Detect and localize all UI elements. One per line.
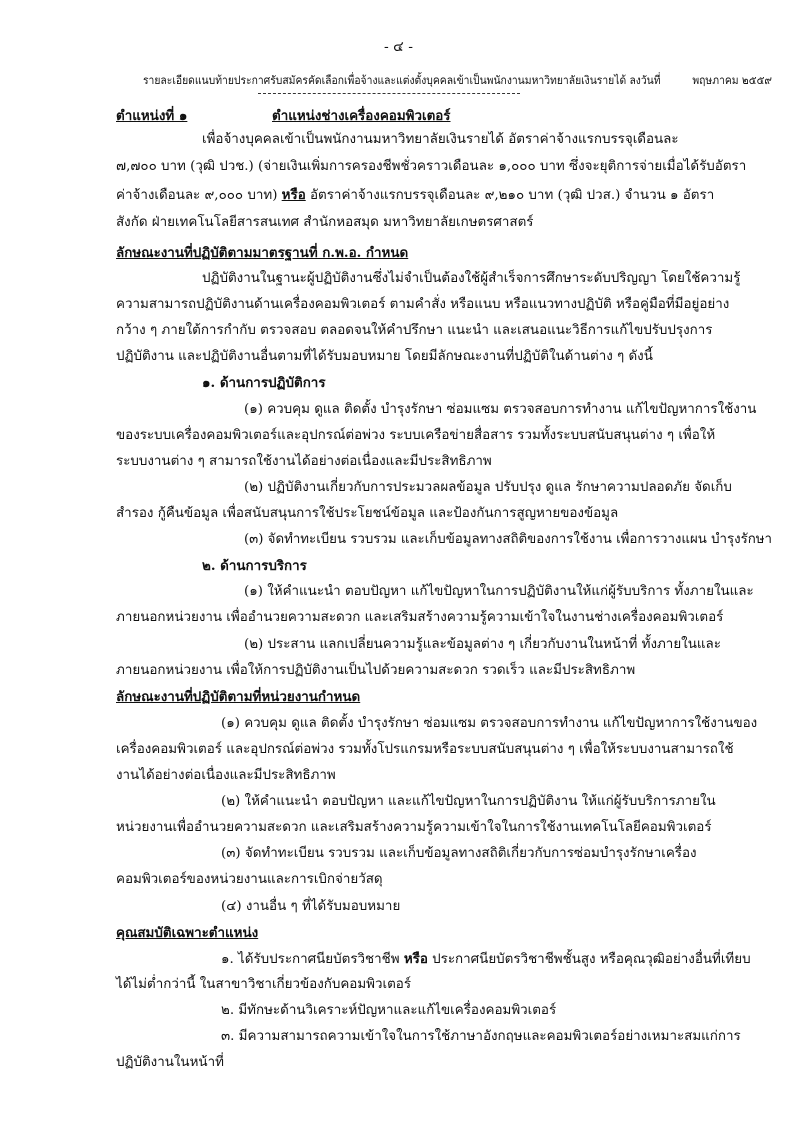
section2-line-7: คอมพิวเตอร์ของหน่วยงานและการเบิกจ่ายวัสดุ	[116, 872, 383, 887]
sub1-line-5: สำรอง กู้คืนข้อมูล เพื่อสนับสนุนการใช้ประโยชน์ข้อมูล และป้องกันการสูญหายของข้อมูล	[116, 506, 619, 521]
section2-line-2: เครื่องคอมพิวเตอร์ และอุปกรณ์ต่อพ่วง รวมทั้งโปรแกรมหรือระบบสนับสนุนต่าง ๆ เพื่อให้ระบบงานสามารถใช้	[116, 742, 734, 757]
section3-q1-or: หรือ	[403, 951, 428, 967]
section1-intro-4: ปฏิบัติงาน และปฏิบัติงานอื่นตามที่ได้รับมอบหมาย โดยมีลักษณะงานที่ปฏิบัติในด้านต่าง ๆ ดังนี้	[116, 349, 653, 364]
sub2-line-3: (๒) ประสาน แลกเปลี่ยนความรู้และข้อมูลต่าง ๆ เกี่ยวกับงานในหน้าที่ ทั้งภายในและ	[244, 637, 721, 652]
sub1-line-2: ของระบบเครื่องคอมพิวเตอร์และอุปกรณ์ต่อพ่วง ระบบเครือข่ายสื่อสาร รวมทั้งระบบสนับสนุนต่าง ๆ เพื่อให้	[116, 428, 716, 443]
header-divider	[258, 93, 520, 94]
position-label: ตำแหน่งที่ ๑	[116, 108, 188, 124]
header-subtitle-text: รายละเอียดแนบท้ายประกาศรับสมัครคัดเลือกเพื่อจ้างและแต่งตั้งบุคคลเข้าเป็นพนักงานมหาวิทยาลัยเงินรายได้ ลงวันที่	[143, 73, 661, 87]
section1-heading: ลักษณะงานที่ปฏิบัติตามมาตรฐานที่ ก.พ.อ. กำหนด	[116, 245, 409, 261]
page-number: - ๔ -	[384, 39, 413, 55]
sub2-heading: ๒. ด้านการบริการ	[202, 558, 307, 574]
section2-line-1: (๑) ควบคุม ดูแล ติดตั้ง บำรุงรักษา ซ่อมแซม ตรวจสอบการทำงาน แก้ไขปัญหาการใช้งานของ	[221, 716, 758, 731]
sub2-line-1: (๑) ให้คำแนะนำ ตอบปัญหา แก้ไขปัญหาในการปฏิบัติงานให้แก่ผู้รับบริการ ทั้งภายในและ	[244, 584, 754, 599]
section1-intro-3: กว้าง ๆ ภายใต้การกำกับ ตรวจสอบ ตลอดจนให้คำปรึกษา แนะนำ และเสนอแนะวิธีการแก้ไขปรับปรุงการ	[116, 323, 713, 338]
section2-line-3: งานได้อย่างต่อเนื่องและมีประสิทธิภาพ	[116, 768, 336, 783]
section3-q1-a: ๑. ได้รับประกาศนียบัตรวิชาชีพ	[221, 952, 404, 967]
section2-line-4: (๒) ให้คำแนะนำ ตอบปัญหา และแก้ไขปัญหาในการปฏิบัติงาน ให้แก่ผู้รับบริการภายใน	[221, 794, 716, 809]
sub2-line-2: ภายนอกหน่วยงาน เพื่ออำนวยความสะดวก และเสริมสร้างความรู้ความเข้าใจในงานช่างเครื่องคอมพิวเตอร์	[116, 610, 724, 625]
position-line-4: สังกัด ฝ่ายเทคโนโลยีสารสนเทศ สำนักหอสมุด มหาวิทยาลัยเกษตรศาสตร์	[116, 215, 534, 230]
section2-line-6: (๓) จัดทำทะเบียน รวบรวม และเก็บข้อมูลทางสถิติเกี่ยวกับการซ่อมบำรุงรักษาเครื่อง	[221, 846, 697, 861]
position-line-2: ๗,๗๐๐ บาท (วุฒิ ปวช.) (จ่ายเงินเพิ่มการครองชีพชั่วคราวเดือนละ ๑,๐๐๐ บาท ซึ่งจะยุติการจ่ายเมื่อได้รับอัตรา	[116, 159, 747, 174]
position-title: ตำแหน่งช่างเครื่องคอมพิวเตอร์	[272, 108, 451, 124]
position-line-1: เพื่อจ้างบุคคลเข้าเป็นพนักงานมหาวิทยาลัยเงินรายได้ อัตราค่าจ้างแรกบรรจุเดือนละ	[202, 132, 679, 147]
section2-line-5: หน่วยงานเพื่ออำนวยความสะดวก และเสริมสร้างความรู้ความเข้าใจในการใช้งานเทคโนโลยีคอมพิวเตอร์	[116, 820, 712, 835]
section3-line-3: ๒. มีทักษะด้านวิเคราะห์ปัญหาและแก้ไขเครื่องคอมพิวเตอร์	[221, 1003, 557, 1018]
section3-line-5: ปฏิบัติงานในหน้าที่	[116, 1055, 224, 1070]
section3-line-1	[221, 950, 751, 969]
section3-line-2: ได้ไม่ต่ำกว่านี้ ในสาขาวิชาเกี่ยวข้องกับคอมพิวเตอร์	[116, 977, 412, 992]
section3-q1-b: ประกาศนียบัตรวิชาชีพชั้นสูง หรือคุณวุฒิอย่างอื่นที่เทียบ	[427, 952, 751, 967]
position-line-3-b: อัตราค่าจ้างแรกบรรจุเดือนละ ๙,๒๑๐ บาท (วุฒิ ปวส.) จำนวน ๑ อัตรา	[305, 188, 715, 203]
position-line-3	[116, 186, 714, 205]
sub2-line-4: ภายนอกหน่วยงาน เพื่อให้การปฏิบัติงานเป็นไปด้วยความสะดวก รวดเร็ว และมีประสิทธิภาพ	[116, 663, 636, 678]
section1-intro-1: ปฏิบัติงานในฐานะผู้ปฏิบัติงานซึ่งไม่จำเป็นต้องใช้ผู้สำเร็จการศึกษาระดับปริญญา โดยใช้ความรู้	[202, 271, 741, 286]
sub1-line-4: (๒) ปฏิบัติงานเกี่ยวกับการประมวลผลข้อมูล ปรับปรุง ดูแล รักษาความปลอดภัย จัดเก็บ	[244, 480, 732, 495]
section2-heading: ลักษณะงานที่ปฏิบัติตามที่หน่วยงานกำหนด	[116, 689, 361, 705]
sub1-line-3: ระบบงานต่าง ๆ สามารถใช้งานได้อย่างต่อเนื่องและมีประสิทธิภาพ	[116, 454, 492, 469]
section3-line-4: ๓. มีความสามารถความเข้าใจในการใช้ภาษาอังกฤษและคอมพิวเตอร์อย่างเหมาะสมแก่การ	[221, 1029, 741, 1044]
position-line-3-or: หรือ	[281, 187, 306, 203]
sub1-heading: ๑. ด้านการปฏิบัติการ	[202, 375, 326, 391]
sub1-line-1: (๑) ควบคุม ดูแล ติดตั้ง บำรุงรักษา ซ่อมแซม ตรวจสอบการทำงาน แก้ไขปัญหาการใช้งาน	[244, 402, 757, 417]
position-line-3-a: ค่าจ้างเดือนละ ๙,๐๐๐ บาท)	[116, 188, 282, 203]
section1-intro-2: ความสามารถปฏิบัติงานด้านเครื่องคอมพิวเตอร์ ตามคำสั่ง หรือแนบ หรือแนวทางปฏิบัติ หรือคู่มือที่มีอยู่อย่าง	[116, 297, 730, 312]
header-subtitle-date: พฤษภาคม ๒๕๕๙	[692, 73, 773, 87]
sub1-line-6: (๓) จัดทำทะเบียน รวบรวม และเก็บข้อมูลทางสถิติของการใช้งาน เพื่อการวางแผน บำรุงรักษา	[244, 532, 772, 547]
header-subtitle	[143, 71, 772, 89]
section2-line-8: (๔) งานอื่น ๆ ที่ได้รับมอบหมาย	[221, 899, 401, 914]
section3-heading: คุณสมบัติเฉพาะตำแหน่ง	[116, 925, 259, 941]
